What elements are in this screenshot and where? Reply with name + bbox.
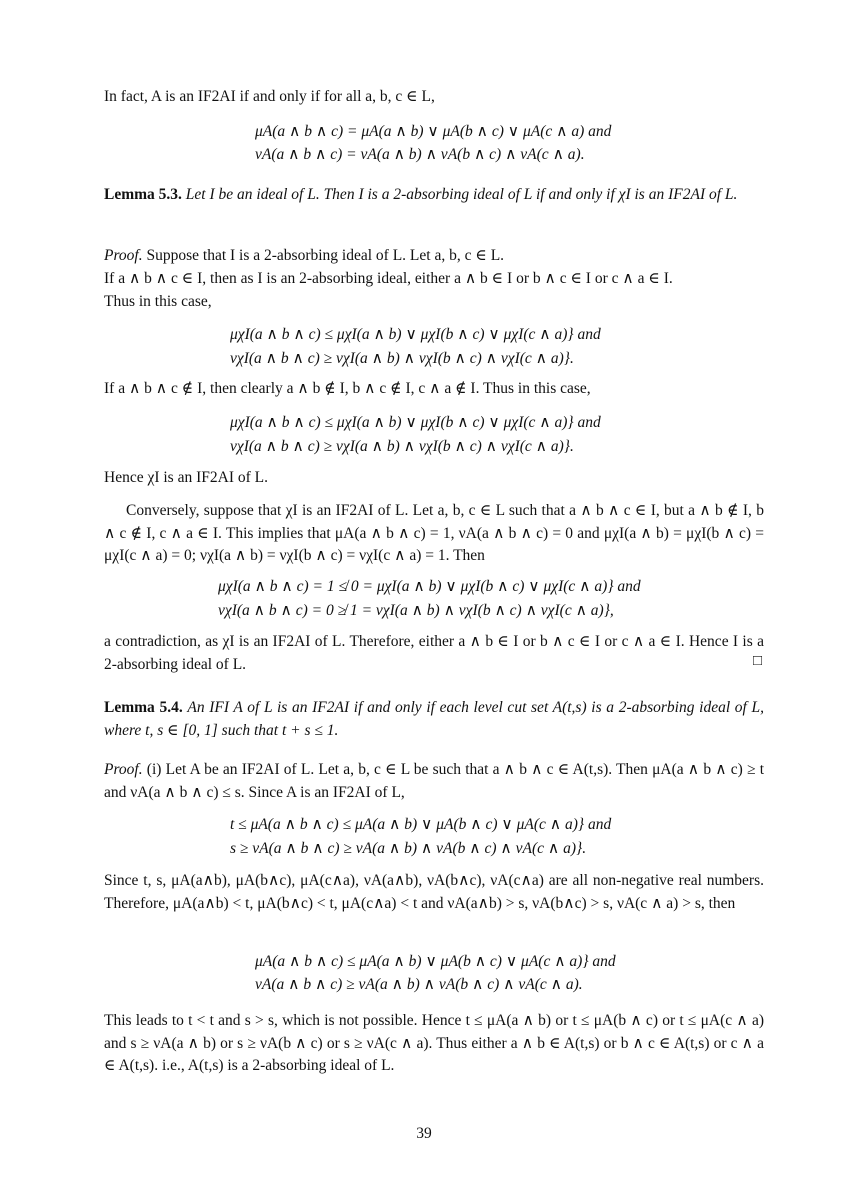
equation-converse-mu: μχI(a ∧ b ∧ c) = 1 ≰ 0 = μχI(a ∧ b) ∨ μχI(b ∧ c) ∨ μχI(c ∧ a)} and [218, 578, 641, 595]
page-number: 39 [416, 1125, 432, 1142]
proof-5-3-text-2: If a ∧ b ∧ c ∈ I, then as I is an 2-absorbing ideal, either a ∧ b ∈ I or b ∧ c ∈ I or c ∧ a ∈ I. [104, 270, 673, 287]
proof-5-3-text-5: Hence χI is an IF2AI of L. [104, 469, 268, 486]
proof-5-3-text-1: Suppose that I is a 2-absorbing ideal of L. Let a, b, c ∈ L. [146, 247, 505, 264]
lemma-5-4-label: Lemma 5.4. [104, 699, 183, 716]
equation-converse-nu: νχI(a ∧ b ∧ c) = 0 ≱ 1 = νχI(a ∧ b) ∧ νχI(b ∧ c) ∧ νχI(c ∧ a)}, [218, 602, 614, 619]
proof-5-3-text-3: Thus in this case, [104, 293, 212, 310]
proof-label: Proof. [104, 761, 143, 778]
equation-5-4-nu: s ≥ νA(a ∧ b ∧ c) ≥ νA(a ∧ b) ∧ νA(b ∧ c) ∧ νA(c ∧ a)}. [230, 840, 587, 857]
intro-paragraph: In fact, A is an IF2AI if and only if for all a, b, c ∈ L, [104, 88, 435, 105]
lemma-5-4-statement: An IFI A of L is an IF2AI if and only if each level cut set A(t,s) is a 2-absorbing ideal of L, where t, s ∈ [0, 1] such that t + s ≤ 1. [104, 699, 764, 739]
equation-case2-nu: νχI(a ∧ b ∧ c) ≥ νχI(a ∧ b) ∧ νχI(b ∧ c) ∧ νχI(c ∧ a)}. [230, 438, 574, 455]
proof-label: Proof. [104, 247, 143, 264]
equation-5-4-mu-2: μA(a ∧ b ∧ c) ≤ μA(a ∧ b) ∨ μA(b ∧ c) ∨ μA(c ∧ a)} and [255, 953, 616, 970]
qed-square-icon: □ [752, 653, 762, 669]
equation-intro-mu: μA(a ∧ b ∧ c) = μA(a ∧ b) ∨ μA(b ∧ c) ∨ μA(c ∧ a) and [255, 123, 612, 140]
proof-5-3-intro [104, 245, 764, 268]
equation-case1-nu: νχI(a ∧ b ∧ c) ≥ νχI(a ∧ b) ∧ νχI(b ∧ c) ∧ νχI(c ∧ a)}. [230, 350, 574, 367]
proof-5-4-text-1: (i) Let A be an IF2AI of L. Let a, b, c ∈ L be such that a ∧ b ∧ c ∈ A(t,s). Then μA(a ∧ b ∧ c) ≥ t and νA(a ∧ b ∧ c) ≤ s. Since A is an IF2AI of L, [104, 761, 765, 801]
equation-5-4-nu-2: νA(a ∧ b ∧ c) ≥ νA(a ∧ b) ∧ νA(b ∧ c) ∧ νA(c ∧ a). [255, 976, 583, 993]
equation-case2-mu: μχI(a ∧ b ∧ c) ≤ μχI(a ∧ b) ∨ μχI(b ∧ c) ∨ μχI(c ∧ a)} and [230, 414, 601, 431]
equation-case1-mu: μχI(a ∧ b ∧ c) ≤ μχI(a ∧ b) ∨ μχI(b ∧ c) ∨ μχI(c ∧ a)} and [230, 326, 601, 343]
proof-5-3-text-4: If a ∧ b ∧ c ∉ I, then clearly a ∧ b ∉ I, b ∧ c ∉ I, c ∧ a ∉ I. Thus in this case, [104, 380, 591, 397]
proof-5-3-converse: Conversely, suppose that χI is an IF2AI of L. Let a, b, c ∈ L such that a ∧ b ∧ c ∈ I, but a ∧ b ∉ I, b ∧ c ∉ I, c ∧ a ∈ I. This implies that μA(a ∧ b ∧ c) = 1, νA(a ∧ b ∧ c) = 0 and μχI(a ∧ b) = μχI(b ∧ c) = μχI(c ∧ a) = 0; νχI(a ∧ b) = νχI(b ∧ c) = νχI(c ∧ a) = 1. Then [104, 502, 764, 564]
equation-5-4-mu: t ≤ μA(a ∧ b ∧ c) ≤ μA(a ∧ b) ∨ μA(b ∧ c) ∨ μA(c ∧ a)} and [230, 816, 612, 833]
proof-5-4-intro [104, 759, 764, 804]
equation-intro-nu: νA(a ∧ b ∧ c) = νA(a ∧ b) ∧ νA(b ∧ c) ∧ νA(c ∧ a). [255, 146, 585, 163]
lemma-5-3-label: Lemma 5.3. [104, 186, 182, 203]
lemma-5-3 [104, 184, 764, 207]
lemma-5-4 [104, 697, 764, 742]
proof-5-4-text-3: This leads to t < t and s > s, which is not possible. Hence t ≤ μA(a ∧ b) or t ≤ μA(b ∧ c) or t ≤ μA(c ∧ a) and s ≥ νA(a ∧ b) or s ≥ νA(b ∧ c) or s ≥ νA(c ∧ a). Thus either a ∧ b ∈ A(t,s) or b ∧ c ∈ A(t,s) or c ∧ a ∈ A(t,s). i.e., A(t,s) is a 2-absorbing ideal of L. [104, 1012, 764, 1074]
proof-5-3-conclusion: a contradiction, as χI is an IF2AI of L. Therefore, either a ∧ b ∈ I or b ∧ c ∈ I or c ∧ a ∈ I. Hence I is a 2-absorbing ideal of L. [104, 633, 764, 673]
proof-5-4-text-2: Since t, s, μA(a∧b), μA(b∧c), μA(c∧a), νA(a∧b), νA(b∧c), νA(c∧a) are all non-negative real numbers. Therefore, μA(a∧b) < t, μA(b∧c) < t, μA(c∧a) < t and νA(a∧b) > s, νA(b∧c) > s, νA(c ∧ a) > s, then [104, 872, 764, 912]
lemma-5-3-statement: Let I be an ideal of L. Then I is a 2-absorbing ideal of L if and only if χI is an IF2AI of L. [185, 186, 738, 203]
